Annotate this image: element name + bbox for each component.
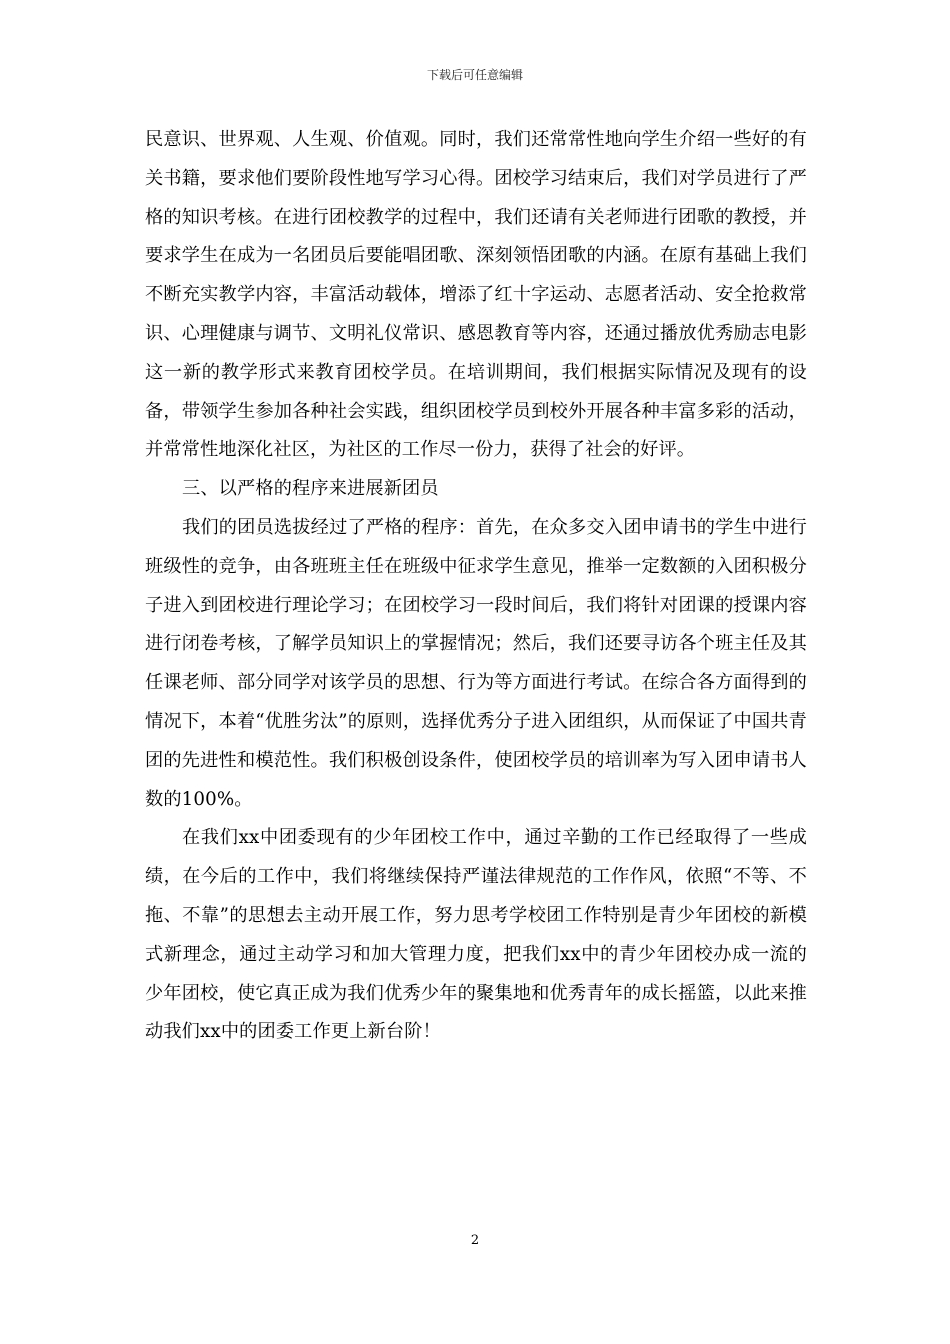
paragraph-continued: 民意识、世界观、人生观、价值观。同时，我们还常常性地向学生介绍一些好的有关书籍，要求他们要阶段性地写学习心得。团校学习结束后，我们对学员进行了严格的知识考核。在进行团校教学的过程中，我们还请有关老师进行团歌的教授，并要求学生在成为一名团员后要能唱团歌、深刻领悟团歌的内涵。在原有基础上我们不断充实教学内容，丰富活动载体，增添了红十字运动、志愿者活动、安全抢救常识、心理健康与调节、文明礼仪常识、感恩教育等内容，还通过播放优秀励志电影这一新的教学形式来教育团校学员。在培训期间，我们根据实际情况及现有的设备，带领学生参加各种社会实践，组织团校学员到校外开展各种丰富多彩的活动，并常常性地深化社区，为社区的工作尽一份力，获得了社会的好评。 bbox=[145, 129, 807, 461]
document-body bbox=[145, 121, 807, 1052]
page-header: 下载后可任意编辑 bbox=[426, 68, 523, 82]
section-heading: 三、以严格的程序来进展新团员 bbox=[182, 478, 439, 500]
paragraph-conclusion: 在我们xx中团委现有的少年团校工作中，通过辛勤的工作已经取得了一些成绩，在今后的工作中，我们将继续保持严谨法律规范的工作作风，依照“不等、不拖、不靠”的思想去主动开展工作，努力思考学校团工作特别是青少年团校的新模式新理念，通过主动学习和加大管理力度，把我们xx中的青少年团校办成一流的少年团校，使它真正成为我们优秀少年的聚集地和优秀青年的成长摇篮，以此来推动我们xx中的团委工作更上新台阶！ bbox=[145, 827, 807, 1043]
paragraph-selection-process: 我们的团员选拔经过了严格的程序：首先，在众多交入团申请书的学生中进行班级性的竞争，由各班班主任在班级中征求学生意见，推举一定数额的入团积极分子进入到团校进行理论学习；在团校学习一段时间后，我们将针对团课的授课内容进行闭卷考核，了解学员知识上的掌握情况；然后，我们还要寻访各个班主任及其任课老师、部分同学对该学员的思想、行为等方面进行考试。在综合各方面得到的情况下，本着“优胜劣汰”的原则，选择优秀分子进入团组织，从而保证了中国共青团的先进性和模范性。我们积极创设条件，使团校学员的培训率为写入团申请书人数的100%。 bbox=[145, 516, 807, 810]
page-number: 2 bbox=[470, 1233, 480, 1248]
